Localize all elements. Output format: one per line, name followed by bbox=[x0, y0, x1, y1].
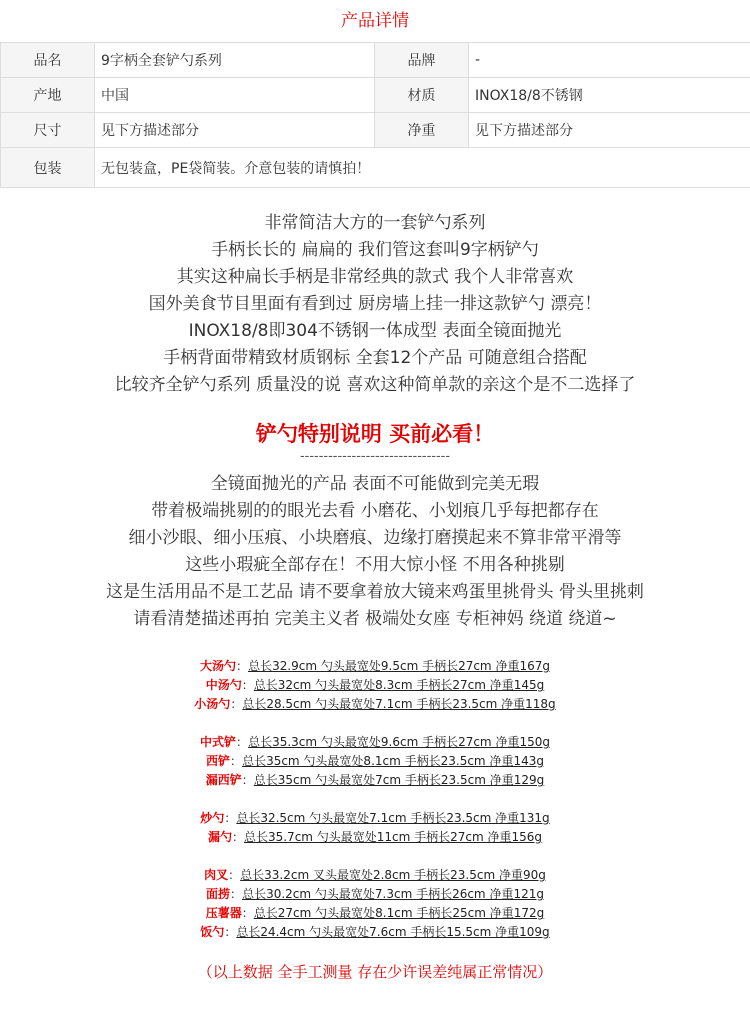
description-line: 非常简洁大方的一套铲勺系列 bbox=[264, 213, 486, 233]
size-row bbox=[0, 733, 750, 752]
notes bbox=[0, 471, 750, 633]
spec-value: 无包装盒，PE袋简装。介意包装的请慎拍！ bbox=[95, 148, 750, 188]
separator: ： bbox=[241, 773, 254, 787]
item-spec: 总长28.5cm 勺头最宽处7.1cm 手柄长23.5cm 净重118g bbox=[242, 697, 556, 711]
note-line: 全镜面抛光的产品 表面不可能做到完美无瑕 bbox=[210, 474, 540, 494]
item-spec: 总长35.7cm 勺头最宽处11cm 手柄长27cm 净重156g bbox=[243, 830, 543, 844]
item-spec: 总长35cm 勺头最宽处7cm 手柄长23.5cm 净重129g bbox=[253, 773, 545, 787]
item-name: 肉叉 bbox=[204, 868, 229, 882]
size-row bbox=[0, 676, 750, 695]
separator: ： bbox=[224, 811, 237, 825]
spec-row bbox=[1, 43, 750, 78]
size-group bbox=[0, 657, 750, 714]
description-line: 手柄长长的 扁扁的 我们管这套叫9字柄铲勺 bbox=[211, 240, 539, 260]
note-line: 这是生活用品不是工艺品 请不要拿着放大镜来鸡蛋里挑骨头 骨头里挑刺 bbox=[106, 582, 644, 602]
item-name: 西铲 bbox=[206, 754, 231, 768]
item-name: 压薯器 bbox=[205, 906, 242, 920]
description-line: 其实这种扁长手柄是非常经典的款式 我个人非常喜欢 bbox=[176, 267, 574, 287]
spec-row bbox=[1, 78, 750, 113]
item-spec: 总长35cm 勺头最宽处8.1cm 手柄长23.5cm 净重143g bbox=[242, 754, 544, 768]
spec-key: 产地 bbox=[1, 78, 95, 113]
size-row bbox=[0, 657, 750, 676]
size-row bbox=[0, 828, 750, 847]
note-line: 细小沙眼、细小压痕、小块磨痕、边缘打磨摸起来不算非常平滑等 bbox=[128, 528, 622, 548]
separator: ： bbox=[241, 906, 254, 920]
item-spec: 总长27cm 勺头最宽处8.1cm 手柄长25cm 净重172g bbox=[253, 906, 545, 920]
note-line: 这些小瑕疵全部存在！不用大惊小怪 不用各种挑剔 bbox=[185, 555, 565, 575]
note-line: 带着极端挑剔的的眼光去看 小磨花、小划痕几乎每把都存在 bbox=[151, 501, 599, 521]
separator: ： bbox=[228, 868, 241, 882]
size-row bbox=[0, 809, 750, 828]
size-row bbox=[0, 695, 750, 714]
description bbox=[0, 210, 750, 399]
separator: ： bbox=[224, 925, 237, 939]
spec-row bbox=[1, 113, 750, 148]
size-group bbox=[0, 733, 750, 790]
item-name: 面捞 bbox=[206, 887, 231, 901]
item-name: 漏西铲 bbox=[205, 773, 242, 787]
spec-key: 包装 bbox=[1, 148, 95, 188]
spec-value: 9字柄全套铲勺系列 bbox=[95, 43, 375, 78]
item-name: 炒勺 bbox=[200, 811, 225, 825]
warning-title: 铲勺特别说明 买前必看！ bbox=[255, 422, 495, 446]
size-group bbox=[0, 866, 750, 942]
item-name: 饭勺 bbox=[200, 925, 225, 939]
item-name: 大汤勺 bbox=[200, 659, 237, 673]
spec-table bbox=[0, 42, 750, 188]
separator: ： bbox=[230, 697, 243, 711]
separator: ： bbox=[236, 735, 249, 749]
item-spec: 总长35.3cm 勺头最宽处9.6cm 手柄长27cm 净重150g bbox=[248, 735, 550, 749]
size-row bbox=[0, 866, 750, 885]
size-row bbox=[0, 752, 750, 771]
item-name: 漏勺 bbox=[207, 830, 232, 844]
item-spec: 总长33.2cm 叉头最宽处2.8cm 手柄长23.5cm 净重90g bbox=[240, 868, 546, 882]
item-spec: 总长32.5cm 勺头最宽处7.1cm 手柄长23.5cm 净重131g bbox=[236, 811, 550, 825]
item-name: 小汤勺 bbox=[194, 697, 231, 711]
spec-value: INOX18/8不锈钢 bbox=[469, 78, 750, 113]
separator: ： bbox=[241, 678, 254, 692]
note-line: 请看清楚描述再拍 完美主义者 极端处女座 专柜神妈 绕道 绕道~ bbox=[133, 609, 617, 629]
spec-value: - bbox=[469, 43, 750, 78]
spec-row-packaging bbox=[1, 148, 750, 188]
description-line: 国外美食节目里面有看到过 厨房墙上挂一排这款铲勺 漂亮！ bbox=[148, 294, 602, 314]
description-line: INOX18/8即304不锈钢一体成型 表面全镜面抛光 bbox=[188, 321, 562, 341]
spec-key: 材质 bbox=[375, 78, 469, 113]
spec-key: 尺寸 bbox=[1, 113, 95, 148]
separator: ： bbox=[230, 754, 243, 768]
size-row bbox=[0, 904, 750, 923]
spec-key: 品名 bbox=[1, 43, 95, 78]
separator: ： bbox=[230, 887, 243, 901]
separator: ： bbox=[231, 830, 244, 844]
size-row bbox=[0, 885, 750, 904]
item-name: 中式铲 bbox=[200, 735, 237, 749]
page-title: 产品详情 bbox=[341, 11, 409, 31]
spec-key: 净重 bbox=[375, 113, 469, 148]
description-line: 手柄背面带精致材质钢标 全套12个产品 可随意组合搭配 bbox=[163, 348, 587, 368]
item-spec: 总长30.2cm 勺头最宽处7.3cm 手柄长26cm 净重121g bbox=[242, 887, 544, 901]
divider: -------------------------------- bbox=[299, 449, 451, 464]
size-row bbox=[0, 923, 750, 942]
item-spec: 总长32cm 勺头最宽处8.3cm 手柄长27cm 净重145g bbox=[253, 678, 545, 692]
size-group bbox=[0, 809, 750, 847]
separator: ： bbox=[236, 659, 249, 673]
spec-value: 见下方描述部分 bbox=[95, 113, 375, 148]
measurement-footnote: （以上数据 全手工测量 存在少许误差纯属正常情况） bbox=[197, 963, 553, 981]
item-spec: 总长24.4cm 勺头最宽处7.6cm 手柄长15.5cm 净重109g bbox=[236, 925, 550, 939]
item-spec: 总长32.9cm 勺头最宽处9.5cm 手柄长27cm 净重167g bbox=[248, 659, 550, 673]
spec-value: 见下方描述部分 bbox=[469, 113, 750, 148]
size-list bbox=[0, 657, 750, 942]
description-line: 比较齐全铲勺系列 质量没的说 喜欢这种简单款的亲这个是不二选择了 bbox=[114, 375, 636, 395]
size-row bbox=[0, 771, 750, 790]
spec-value: 中国 bbox=[95, 78, 375, 113]
spec-key: 品牌 bbox=[375, 43, 469, 78]
item-name: 中汤勺 bbox=[205, 678, 242, 692]
